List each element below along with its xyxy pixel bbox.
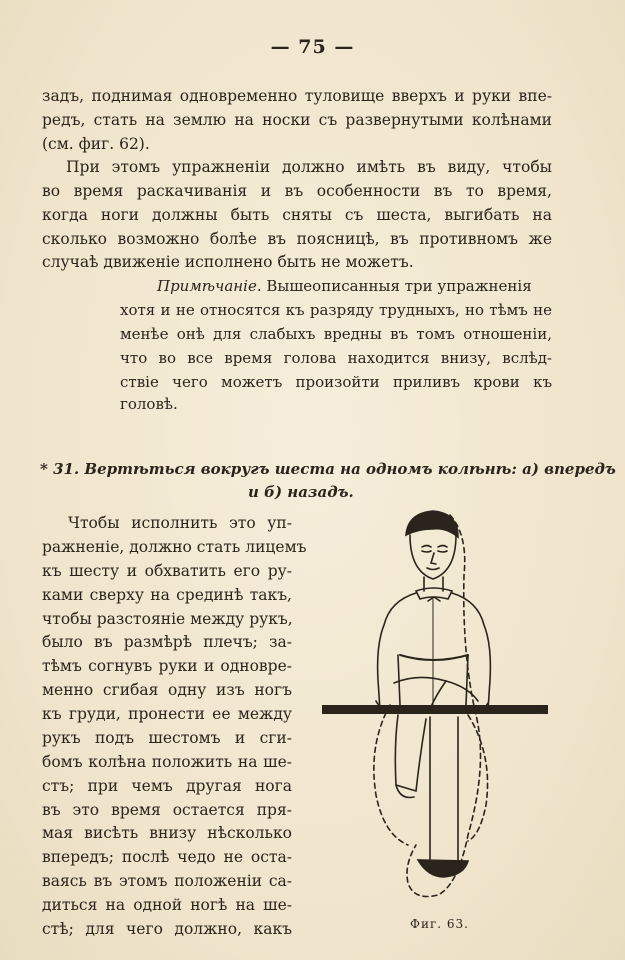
body-text-line: ваясь въ этомъ положеніи са- <box>42 872 292 890</box>
body-text-line: менно сгибая одну изъ ногъ <box>42 681 292 699</box>
note-line: менѣе онѣ для слабыхъ вредны въ томъ отношеніи, <box>120 325 552 343</box>
text-line: редъ, стать на землю на носки съ развернутыми колѣнами <box>42 111 552 129</box>
note-line: ствіе чего можетъ произойти приливъ крови къ <box>120 373 552 391</box>
section-heading-cont: и б) назадъ. <box>248 483 354 501</box>
body-text-line: чтобы разстояніе между рукъ, <box>42 610 293 628</box>
body-text-line: къ шесту и обхватить его ру- <box>42 562 292 580</box>
note-label: Примѣчаніе. <box>157 277 262 295</box>
figure-63 <box>318 505 553 915</box>
body-text-line: къ груди, пронести ее между <box>42 705 292 723</box>
body-text-line: было въ размѣрѣ плечъ; за- <box>42 633 292 651</box>
text-line: случаѣ движеніе исполнено быть не можетъ. <box>42 253 414 271</box>
text-line: (см. фиг. 62). <box>42 135 150 153</box>
body-text-line: рукъ подъ шестомъ и сги- <box>42 729 292 747</box>
figure-caption: Фиг. 63. <box>410 917 469 931</box>
body-text-line: диться на одной ногѣ на ше- <box>42 896 292 914</box>
body-text-line: Чтобы исполнить это уп- <box>68 514 292 532</box>
note-first-line <box>157 276 532 296</box>
text-line: во время раскачиванія и въ особенности въ то время, <box>42 182 552 200</box>
note-text: Вышеописанныя три упражненія <box>261 277 532 295</box>
body-text-line: въ это время остается пря- <box>42 801 292 819</box>
text-line: задъ, поднимая одновременно туловище вверхъ и руки впе- <box>42 87 552 105</box>
body-text-line: ками сверху на срединѣ такъ, <box>42 586 292 604</box>
body-text-line: стъ; при чемъ другая нога <box>42 777 292 795</box>
text-line: сколько возможно болѣе въ поясницѣ, въ противномъ же <box>42 230 552 248</box>
body-text-line: ражненіе, должно стать лицемъ <box>42 538 307 556</box>
page-number: — 75 — <box>270 36 355 58</box>
gymnast-on-bar-illustration-icon <box>318 505 553 915</box>
text-line: когда ноги должны быть сняты съ шеста, выгибать на <box>42 206 552 224</box>
note-line: хотя и не относятся къ разряду трудныхъ, но тѣмъ не <box>120 301 552 319</box>
body-text-line: тѣмъ согнувъ руки и одновре- <box>42 657 292 675</box>
section-heading: * 31. Вертѣться вокругъ шеста на одномъ колѣнѣ: а) впередъ <box>40 460 616 478</box>
note-line: что во все время голова находится внизу, вслѣд- <box>120 349 552 367</box>
body-text-line: мая висѣть внизу нѣсколько <box>42 824 292 842</box>
body-text-line: стѣ; для чего должно, какъ <box>42 920 292 938</box>
note-line: головѣ. <box>120 395 178 413</box>
body-text-line: бомъ колѣна положить на ше- <box>42 753 292 771</box>
text-line: При этомъ упражненіи должно имѣть въ виду, чтобы <box>66 158 552 176</box>
body-text-line: впередъ; послѣ чедо не оста- <box>42 848 292 866</box>
